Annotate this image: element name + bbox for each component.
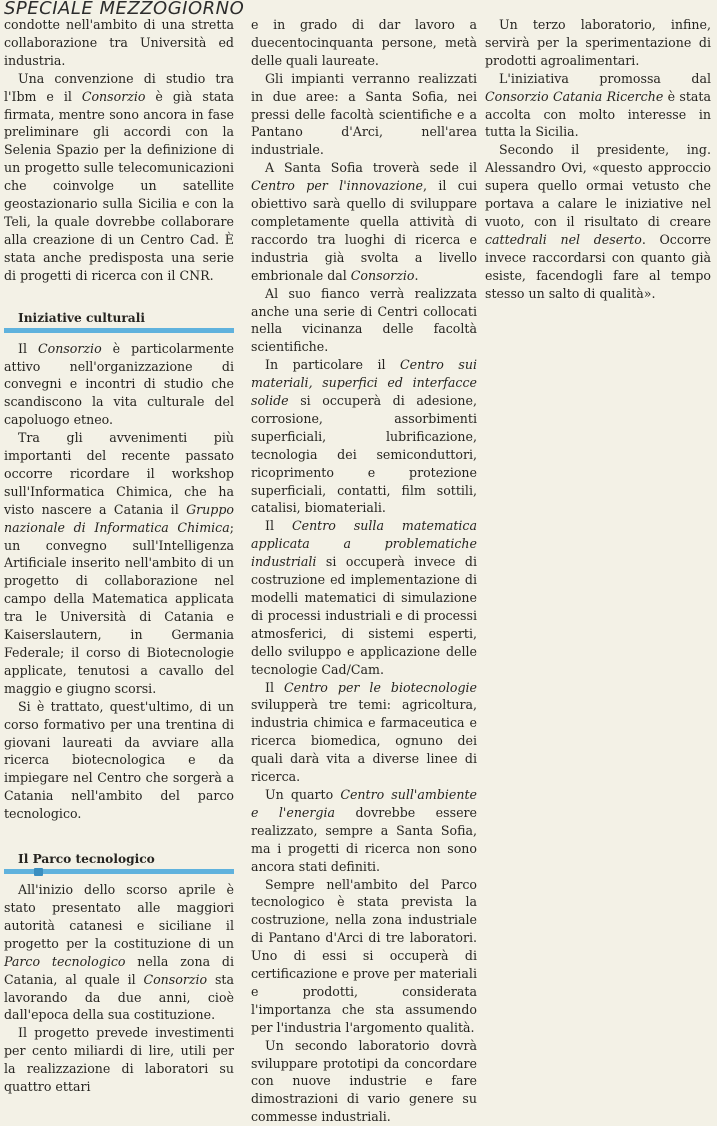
paragraph: In particolare il Centro sui materiali, superfici ed interfacce solide si occuperà di adesione, corrosione, assorbimenti superficiali, lubrificazione, tecnologia dei semiconduttori, ricoprimento e protezione superficiali, contatti, film sottili, catalisi, biomateriali. [251, 357, 477, 516]
paragraph: Il Centro sulla matematica applicata a problematiche industriali si occuperà invece di costruzione ed implementazione di modelli matematici di simulazione di processi industriali e di processi atmosferici, di sistemi esperti, dello sviluppo e applicazione delle tecnologie Cad/Cam. [251, 518, 477, 677]
paragraph: Il progetto prevede investimenti per cento miliardi di lire, utili per la realizzazione di laboratori su quattro ettari [4, 1025, 234, 1095]
paragraph: A Santa Sofia troverà sede il Centro per l'innovazione, il cui obiettivo sarà quello di sviluppare completamente quella attività di raccordo tra luoghi di ricerca e industria già svolta a livello embrionale dal Consorzio. [251, 160, 477, 283]
text-column-2 [251, 16, 478, 1125]
paragraph: Tra gli avvenimenti più importanti del recente passato occorre ricordare il workshop sull'Informatica Chimica, che ha visto nascere a Catania il Gruppo nazionale di Informatica Chimica; un convegno sull'Intelligenza Artificiale inserito nell'ambito di un progetto di collaborazione nel campo della Matematica applicata tra le Università di Catania e Kaiserslautern, in Germania Federale; il corso di Biotecnologie applicate, tenutosi a cavallo del maggio e giugno scorsi. [4, 430, 234, 696]
section-iniziative-culturali [4, 310, 234, 333]
paragraph: L'iniziativa promossa dal Consorzio Catania Ricerche è stata accolta con molto interesse in tutta la Sicilia. [485, 70, 711, 140]
section-banner: SPECIALE MEZZOGIORNO [4, 0, 245, 19]
section-heading: Il Parco tecnologico [18, 852, 155, 867]
paragraph: Si è trattato, quest'ultimo, di un corso formativo per una trentina di giovani laureati da avviare alla ricerca biotecnologica e da impiegare nel Centro che sorgerà a Catania nell'ambito del parco tecnologico. [4, 698, 234, 822]
text-column-1 [4, 16, 234, 1095]
paragraph: Un secondo laboratorio dovrà sviluppare prototipi da concordare con nuove industrie e fare dimostrazioni di vario genere su commesse industriali. [251, 1037, 477, 1125]
paragraph: Una convenzione di studio tra l'Ibm e il Consorzio è già stata firmata, mentre sono ancora in fase preliminare gli accordi con la Selenia Spazio per la definizione di un progetto sulle telecomunicazioni che coinvolge un satellite geostazionario sulla Sicilia e con la Teli, la quale dovrebbe collaborare alla creazione di un Centro Cad. È stata anche predisposta una serie di progetti di ricerca con il CNR. [4, 70, 234, 283]
paragraph: condotte nell'ambito di una stretta collaborazione tra Università ed industria. [4, 17, 234, 68]
section-parco-tecnologico [4, 851, 234, 874]
paragraph: Al suo fianco verrà realizzata anche una serie di Centri collocati nella vicinanza delle facoltà scientifiche. [251, 285, 477, 355]
section-divider [4, 328, 234, 333]
bullet-marker [34, 868, 43, 876]
paragraph: Il Centro per le biotecnologie svilupperà tre temi: agricoltura, industria chimica e farmaceutica e ricerca biomedica, ognuno dei quali darà vita a diverse linee di ricerca. [251, 679, 477, 785]
paragraph: Gli impianti verranno realizzati in due aree: a Santa Sofia, nei pressi delle facoltà scientifiche e a Pantano d'Arci, nell'area industriale. [251, 70, 477, 158]
paragraph: Un quarto Centro sull'ambiente e l'energia dovrebbe essere realizzato, sempre a Santa Sofia, ma i progetti di ricerca non sono ancora stati definiti. [251, 786, 478, 874]
paragraph: Secondo il presidente, ing. Alessandro Ovi, «questo approccio supera quello ormai vetusto che portava a calare le iniziative nel vuoto, con il risultato di creare cattedrali nel deserto. Occorre invece raccordarsi con quanto già esiste, facendogli fare al tempo stesso un salto di qualità». [485, 142, 711, 301]
paragraph: All'inizio dello scorso aprile è stato presentato alle maggiori autorità catanesi e siciliane il progetto per la costituzione di un Parco tecnologico nella zona di Catania, al quale il Consorzio sta lavorando da due anni, cioè dall'epoca della sua costituzione. [4, 882, 234, 1023]
paragraph: e in grado di dar lavoro a duecentocinquanta persone, metà delle quali laureate. [251, 17, 477, 68]
paragraph: Un terzo laboratorio, infine, servirà per la sperimentazione di prodotti agroalimentari. [485, 17, 711, 68]
text-column-3 [485, 16, 711, 878]
section-heading: Iniziative culturali [18, 310, 145, 325]
paragraph: Sempre nell'ambito del Parco tecnologico è stata prevista la costruzione, nella zona industriale di Pantano d'Arci di tre laboratori. Uno di essi si occuperà di certificazione e prove per materiali e prodotti, considerata l'importanza che sta assumendo per l'industria l'argomento qualità. [251, 876, 477, 1035]
section-divider [4, 869, 234, 874]
paragraph: Il Consorzio è particolarmente attivo nell'organizzazione di convegni e incontri di studio che scandiscono la vita culturale del capoluogo etneo. [4, 340, 234, 428]
